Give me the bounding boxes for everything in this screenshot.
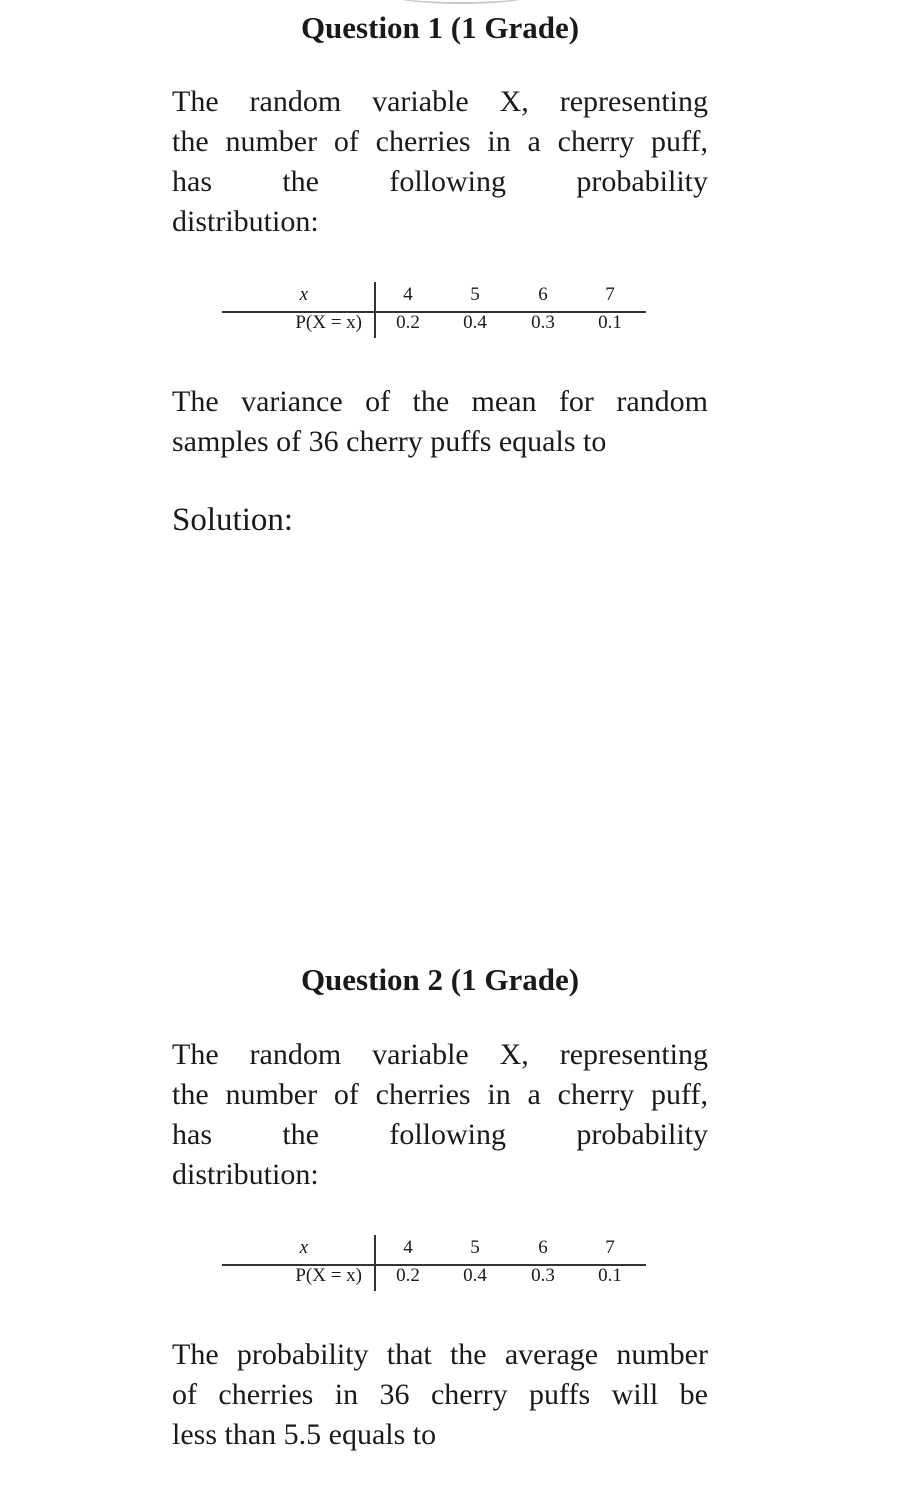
- intro-line: has the following probability: [172, 165, 708, 198]
- table-x-value: 6: [538, 284, 548, 305]
- question-1-distribution-table: [222, 280, 646, 340]
- table-x-value: 5: [470, 284, 480, 305]
- intro-line: distribution:: [172, 205, 319, 238]
- table-vertical-rule: [374, 282, 376, 338]
- table-px-label: P(X = x): [295, 312, 362, 333]
- table-x-value: 7: [605, 284, 615, 305]
- intro-line: The random variable X, representing: [172, 85, 708, 118]
- table-p-value: 0.3: [531, 312, 555, 333]
- table-x-value: 6: [538, 1237, 548, 1258]
- intro-line: The random variable X, representing: [172, 1038, 708, 1071]
- intro-line: distribution:: [172, 1158, 319, 1191]
- intro-line: has the following probability: [172, 1118, 708, 1151]
- table-px-label: P(X = x): [295, 1265, 362, 1286]
- table-p-value: 0.1: [598, 1265, 622, 1286]
- table-p-value: 0.4: [463, 312, 487, 333]
- question-2-prompt: [172, 1335, 708, 1455]
- table-p-value: 0.4: [463, 1265, 487, 1286]
- table-p-value: 0.1: [598, 312, 622, 333]
- table-x-value: 4: [403, 284, 413, 305]
- prompt-line: of cherries in 36 cherry puffs will be: [172, 1378, 708, 1411]
- table-x-label: x: [299, 284, 308, 305]
- prompt-line: samples of 36 cherry puffs equals to: [172, 425, 607, 458]
- question-1-intro: [172, 82, 708, 242]
- table-x-value: 4: [403, 1237, 413, 1258]
- intro-line: the number of cherries in a cherry puff,: [172, 1078, 708, 1111]
- question-2-title: Question 2 (1 Grade): [300, 962, 580, 997]
- prompt-line: The probability that the average number: [172, 1338, 708, 1371]
- intro-line: the number of cherries in a cherry puff,: [172, 125, 708, 158]
- question-1-title: Question 1 (1 Grade): [300, 10, 580, 45]
- table-x-label: x: [299, 1237, 308, 1258]
- table-p-value: 0.2: [396, 312, 420, 333]
- prompt-line: The variance of the mean for random: [172, 385, 708, 418]
- question-2-distribution-table: [222, 1233, 646, 1293]
- table-x-value: 5: [470, 1237, 480, 1258]
- cropped-top-mark: [394, 0, 528, 4]
- table-vertical-rule: [374, 1235, 376, 1291]
- solution-label: Solution:: [172, 502, 294, 538]
- prompt-line: less than 5.5 equals to: [172, 1418, 437, 1451]
- table-p-value: 0.2: [396, 1265, 420, 1286]
- question-1-prompt: [172, 382, 708, 462]
- question-2-intro: [172, 1035, 708, 1195]
- table-p-value: 0.3: [531, 1265, 555, 1286]
- table-x-value: 7: [605, 1237, 615, 1258]
